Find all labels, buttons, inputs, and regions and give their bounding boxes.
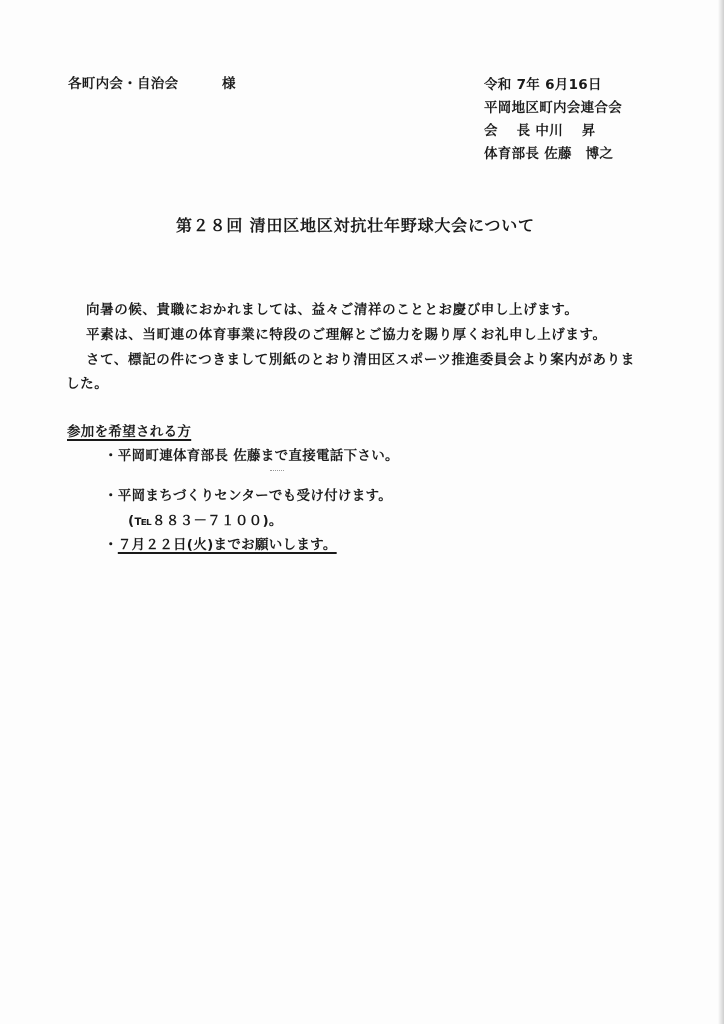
issue-date: 令和 7年 6月16日 [484, 77, 602, 93]
body-line-3: さて、標記の件につきまして別紙のとおり清田区スポーツ推進委員会より案内がありま [86, 352, 635, 368]
scan-dots [270, 470, 284, 472]
sender-sports-head: 体育部長 佐藤 博之 [484, 146, 614, 162]
participation-heading: 参加を希望される方 [67, 424, 192, 440]
addressee: 各町内会・自治会 [68, 76, 179, 92]
deadline-bullet: ・ [104, 537, 118, 553]
body-line-4: した。 [66, 376, 109, 392]
document-title: 第２８回 清田区地区対抗壮年野球大会について [176, 216, 535, 235]
addressee-honorific: 様 [222, 76, 236, 92]
participation-item-phone-contact: ・平岡町連体育部長 佐藤まで直接電話下さい。 [104, 448, 399, 464]
deadline-text: ７月２２日(火)までお願いします。 [117, 537, 337, 553]
page-edge-shadow [718, 0, 724, 1024]
body-line-1: 向暑の候、貴職におかれましては、益々ご清祥のこととお慶び申し上げます。 [86, 302, 579, 318]
sender-chair: 会 長 中川 昇 [484, 123, 596, 139]
participation-item-center-phone: (℡８８３－７１００)。 [128, 513, 283, 529]
sender-organization: 平岡地区町内会連合会 [484, 100, 622, 116]
participation-item-deadline [104, 539, 337, 553]
participation-item-center: ・平岡まちづくりセンターでも受け付けます。 [104, 488, 393, 504]
body-line-2: 平素は、当町連の体育事業に特段のご理解とご協力を賜り厚くお礼申し上げます。 [86, 327, 607, 343]
